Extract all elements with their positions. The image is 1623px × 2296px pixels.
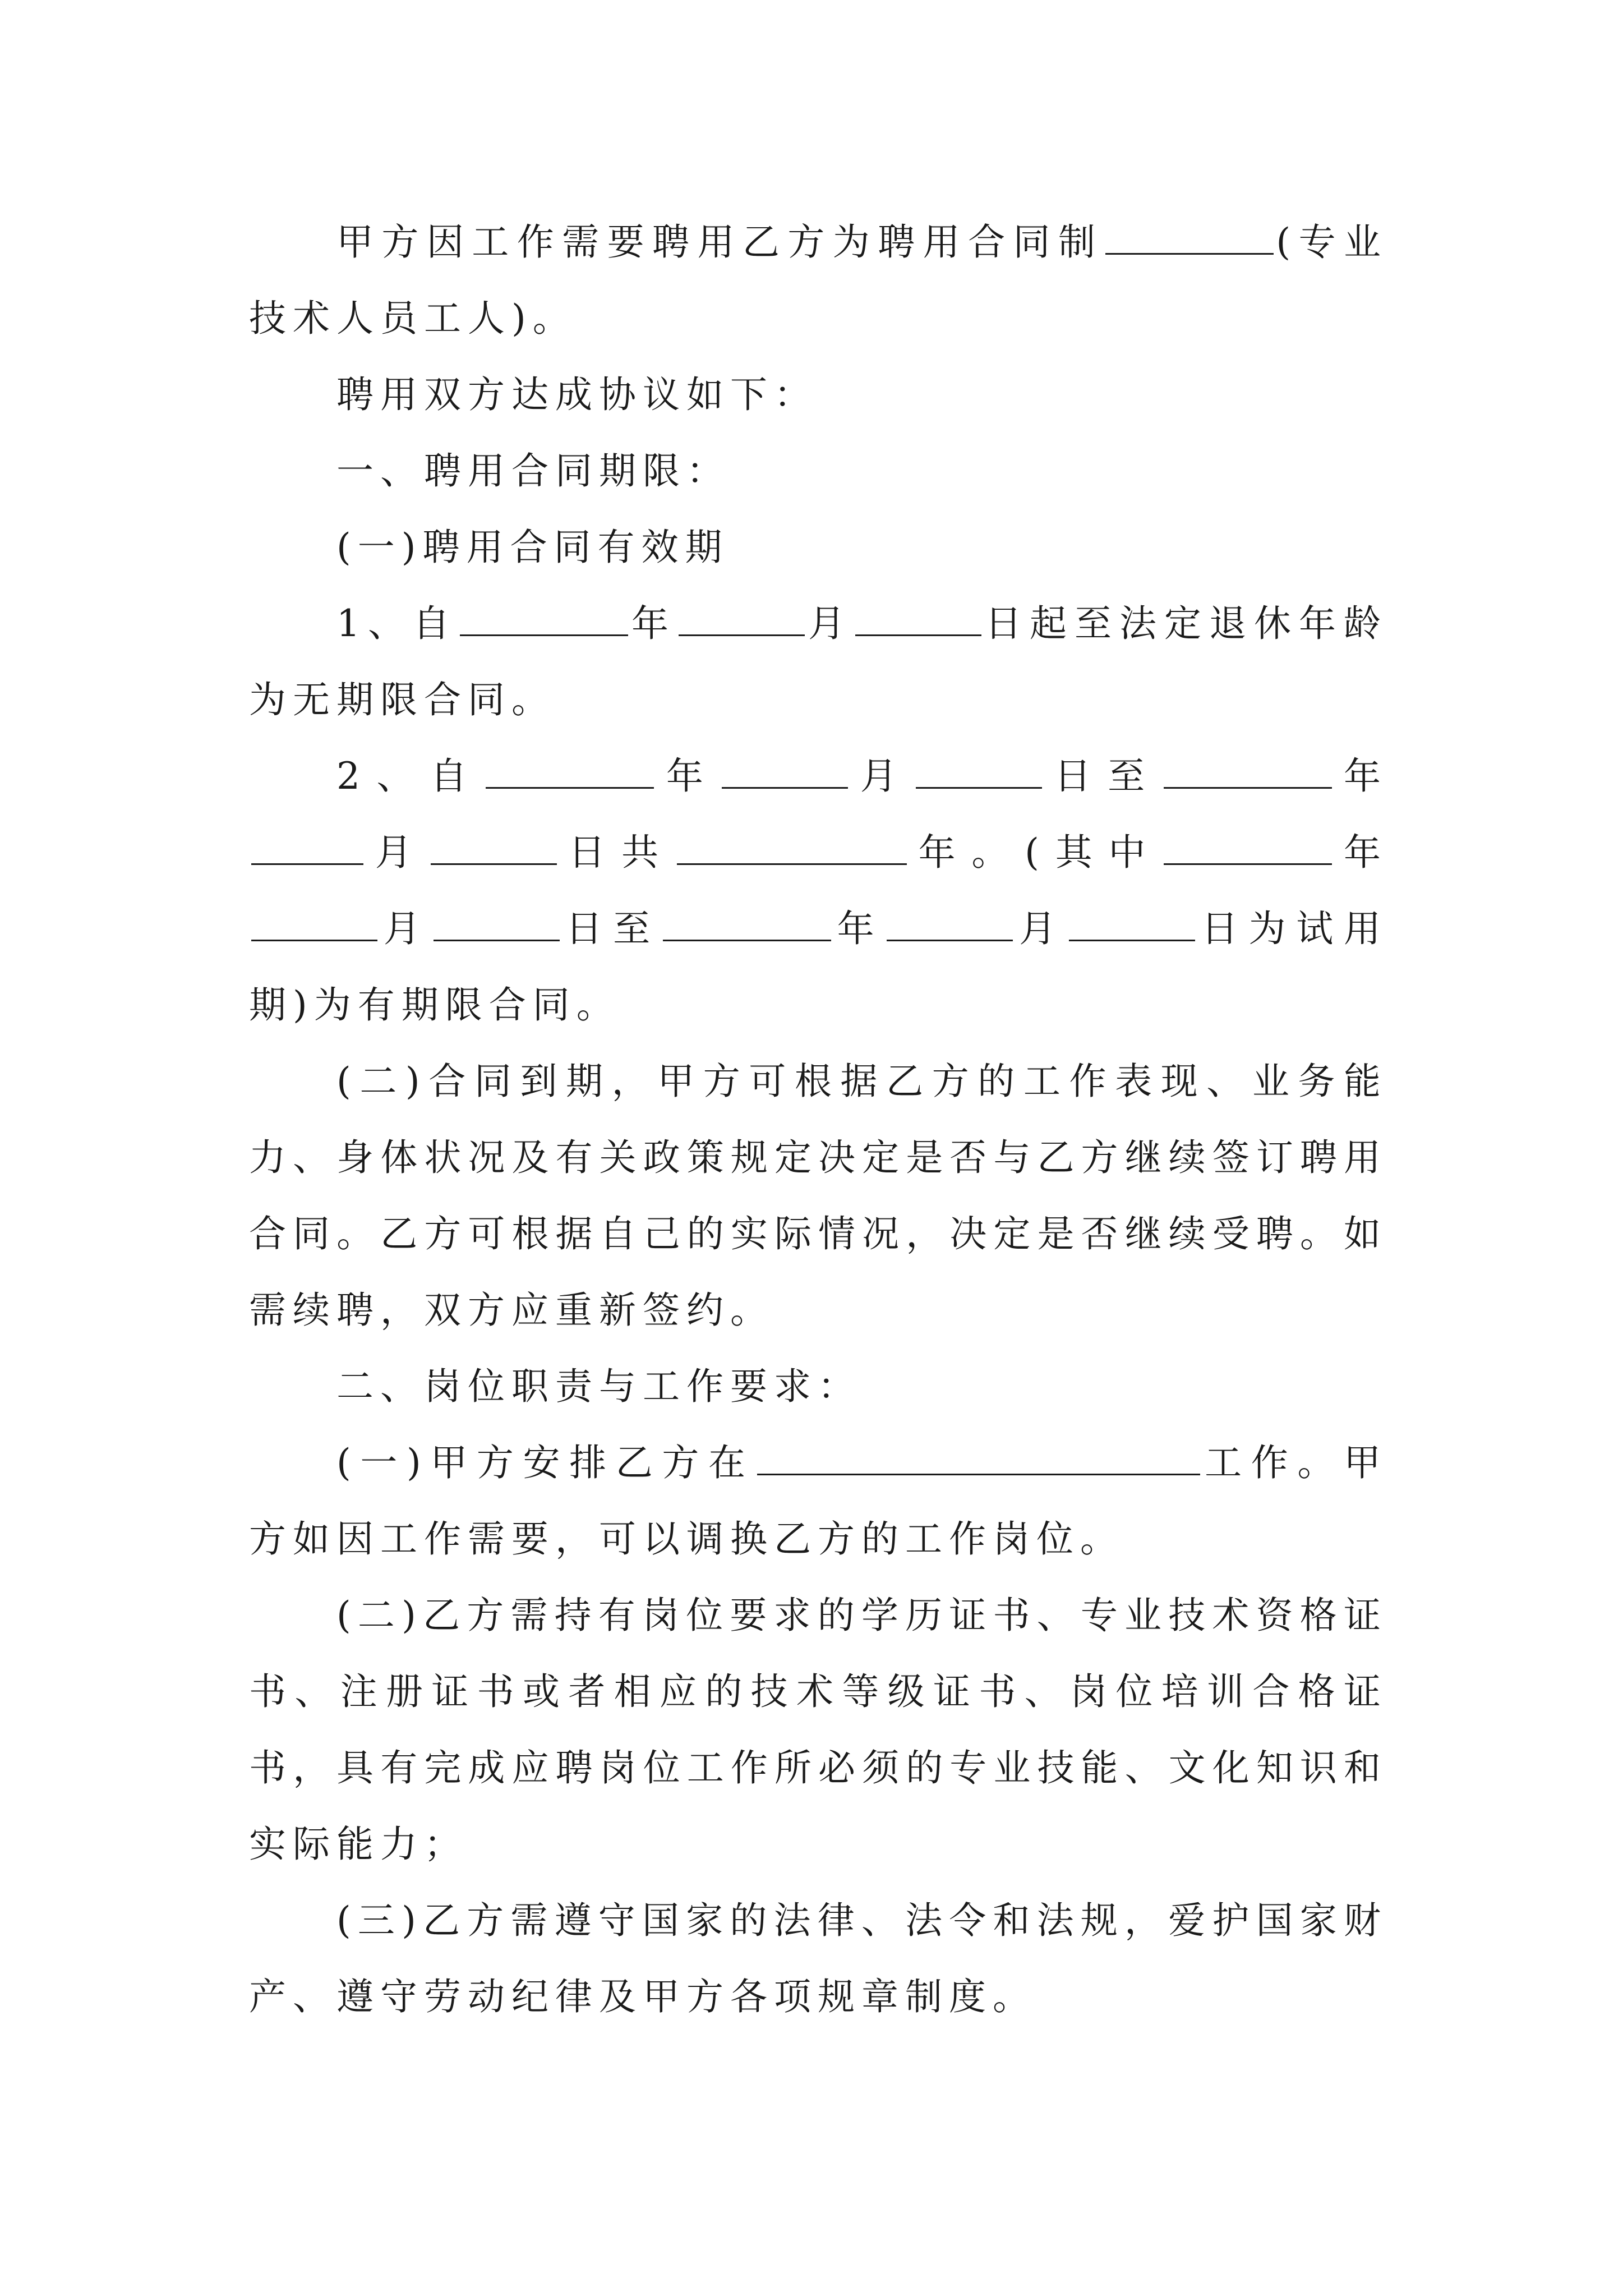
text-segment: 月 [366,831,428,874]
paragraph-qualifications: (二)乙方需持有岗位要求的学历证书、专业技术资格证书、注册证书或者相应的技术等级证书、岗位培训合格证书，具有完成应聘岗位工作所必须的专业技能、文化知识和实际能力； [249,1594,1387,1866]
blank-field-start-year[interactable] [486,752,654,789]
blank-field-probation-start-year[interactable] [1164,828,1332,865]
subheading-validity-period: (一)聘用合同有效期 [336,526,729,569]
blank-field-start-day[interactable] [855,599,981,636]
text-segment: 年。(其中 [909,831,1162,874]
paragraph-fixed-term [249,738,1387,1043]
section-heading-duties: 二、岗位职责与工作要求： [336,1365,861,1408]
text-segment: 工作。甲方如因工作需要，可以调换乙方的工作岗位。 [249,1441,1388,1561]
text-segment: 月 [850,754,914,798]
text-segment: 年 [1334,831,1388,874]
text-segment: (一)甲方安排乙方在 [336,1441,755,1484]
section-heading-contract-term: 一、聘用合同期限： [336,449,730,493]
document-body [249,204,1387,2035]
paragraph-contract-renewal: (二)合同到期，甲方可根据乙方的工作表现、业务能力、身体状况及有关政策规定决定是否与乙方继续签订聘用合同。乙方可根据自己的实际情况，决定是否继续受聘。如需续聘，双方应重新签约。 [249,1060,1387,1332]
text-segment: 年 [833,907,885,950]
blank-field-total-years[interactable] [677,828,907,865]
blank-field-probation-start-month[interactable] [251,904,377,941]
text-segment: 日至 [561,907,661,950]
paragraph-compliance: (三)乙方需遵守国家的法律、法令和法规，爱护国家财产、遵守劳动纪律及甲方各项规章制度。 [249,1899,1387,2018]
blank-field-probation-start-day[interactable] [434,904,560,941]
blank-field-start-month[interactable] [722,752,848,789]
text-segment: 2、自 [336,754,484,798]
blank-field-end-year[interactable] [1164,752,1332,789]
blank-field-probation-end-month[interactable] [887,904,1013,941]
blank-field-probation-end-year[interactable] [663,904,831,941]
text-segment: 日为试用期)为有期限合同。 [249,907,1388,1027]
text-segment: 日共 [559,831,675,874]
text-segment: 月 [1015,907,1067,950]
text-segment: 甲方因工作需要聘用乙方为聘用合同制 [336,220,1104,264]
text-segment: 月 [807,602,853,645]
blank-field-work-position[interactable] [757,1438,1200,1475]
paragraph-agreement-intro: 聘用双方达成协议如下： [336,373,818,416]
text-segment: (专业技术人员工人)。 [249,220,1388,340]
text-segment: 年 [1334,754,1388,798]
paragraph-job-assignment [249,1425,1387,1577]
blank-field-position-type[interactable] [1105,218,1274,255]
blank-field-start-day[interactable] [916,752,1042,789]
text-segment: 年 [630,602,676,645]
text-segment: 1、自 [336,602,458,645]
paragraph-employment-type [249,204,1387,357]
blank-field-start-month[interactable] [679,599,805,636]
paragraph-indefinite-term [249,586,1387,738]
blank-field-end-day[interactable] [431,828,557,865]
text-segment: 日起至法定退休年龄为无期限合同。 [249,602,1387,721]
blank-field-end-month[interactable] [251,828,363,865]
blank-field-start-year[interactable] [460,599,628,636]
text-segment: 日至 [1044,754,1161,798]
blank-field-probation-end-day[interactable] [1069,904,1195,941]
text-segment: 年 [656,754,720,798]
text-segment: 月 [380,907,431,950]
